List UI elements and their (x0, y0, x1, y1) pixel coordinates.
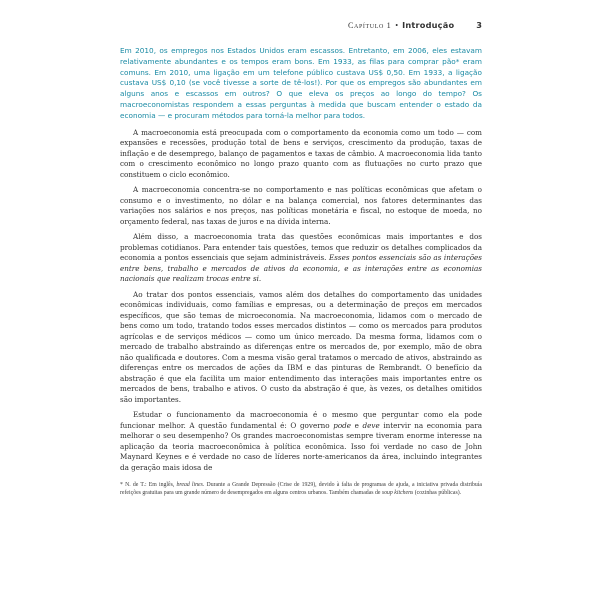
paragraph-text: intervir na economia para melhorar o seu desempenho? Os grandes macroeconomistas sempre tiveram enorme interesse na aplicação da teoria macroeconômica à política econômica. Isso foi verdade no caso de John Maynard Keynes e é verdade no caso de líderes norte-americanos da área, incluindo integrantes da geração mais idosa de (120, 420, 482, 472)
body-paragraph-1 (120, 128, 482, 181)
footnote-text: * N. de T.: Em inglês, (120, 482, 177, 489)
footnote (120, 482, 482, 497)
paragraph-text: Estudar o funcionamento da macroeconomia é o mesmo que perguntar como ela pode funcionar melhor. A questão fundamental é: O governo (120, 410, 482, 430)
emphasized-word: deve (362, 420, 380, 430)
running-head (120, 20, 482, 30)
emphasized-statement: Esses pontos essenciais são as interações entre bens, trabalho e mercados de ativos da economia, e as interações entre as economias nacionais que realizam trocas entre si. (120, 253, 482, 284)
chapter-title: Introdução (402, 20, 455, 30)
paragraph-text: A macroeconomia concentra-se no comportamento e nas políticas econômicas que afetam o consumo e o investimento, no dólar e na balança comercial, nos fatores determinantes das variações nos salários e nos preços, nas políticas monetária e fiscal, no estoque de moeda, no orçamento federal, nas taxas de juros e na dívida interna. (120, 185, 482, 226)
body-paragraph-2 (120, 185, 482, 227)
footnote-text: . Durante a Grande Depressão (Crise de 1929), devido à falta de programas de ajuda, a iniciativa privada distribuía refeições gratuitas para um grande número de desempregados em alguns centros urbanos. Também chamadas de (120, 482, 482, 496)
lead-paragraph: Em 2010, os empregos nos Estados Unidos eram escassos. Entretanto, em 2006, eles estavam relativamente abundantes e os tempos eram bons. Em 1933, as filas para comprar pão* eram comuns. Em 2010, uma ligação em um telefone público custava US$ 0,50. Em 1933, a ligação custava US$ 0,10 (se você tivesse a sorte de tê-los!). Por que os empregos são abundantes em alguns anos e escassos em outros? O que eleva os preços ao longo do tempo? Os macroeconomistas respondem a essas perguntas à medida que buscam entender o estado da economia — e procuram métodos para torná-la melhor para todos. (120, 46, 482, 120)
paragraph-text: Ao tratar dos pontos essenciais, vamos além dos detalhes do comportamento das unidades econômicas individuais, como famílias e empresas, ou a determinação de preços em mercados específicos, que são temas de microeconomia. Na macroeconomia, lidamos com o mercado de bens como um todo, tratando todos esses mercados distintos — como os mercados para produtos agrícolas e de serviços médicos — como um único mercado. Da mesma forma, lidamos com o mercado de trabalho abstraindo as diferenças entre os mercados de, por exemplo, mão de obra não qualificada e doutores. Com a mesma visão geral tratamos o mercado de ativos, abstraindo as diferenças entre os mercados de ações da IBM e das pinturas de Rembrandt. O benefício da abstração é que ela facilita um maior entendimento das interações mais importantes entre os mercados de bens, trabalho e ativos. O custo da abstração é que, às vezes, os detalhes omitidos são importantes. (120, 289, 482, 404)
page-body (120, 46, 482, 503)
footnote-term: soup kitchens (381, 489, 414, 496)
body-paragraph-4 (120, 290, 482, 406)
body-paragraph-5 (120, 410, 482, 473)
paragraph-text: Além disso, a macroeconomia trata das questões econômicas mais importantes e dos problemas cotidianos. Para entender tais questões, temos que reduzir os detalhes complicados da economia a pontos essenciais que sejam administráveis. (120, 232, 482, 263)
paragraph-text: e (351, 420, 363, 430)
chapter-label: Capítulo 1 (348, 21, 392, 30)
page-number: 3 (476, 20, 482, 30)
body-paragraph-3 (120, 232, 482, 285)
footnote-text: (cozinhas públicas). (413, 489, 462, 496)
footnote-term: bread lines (176, 482, 203, 489)
separator-bullet: • (395, 21, 399, 30)
paragraph-text: A macroeconomia está preocupada com o comportamento da economia como um todo — com expansões e recessões, produção total de bens e serviços, crescimento da produção, taxas de inflação e de desemprego, balanço de pagamentos e taxas de câmbio. A macroeconomia lida tanto com o crescimento econômico no longo prazo quanto com as flutuações no curto prazo que constituem o ciclo econômico. (120, 127, 482, 179)
emphasized-word: pode (333, 420, 352, 430)
